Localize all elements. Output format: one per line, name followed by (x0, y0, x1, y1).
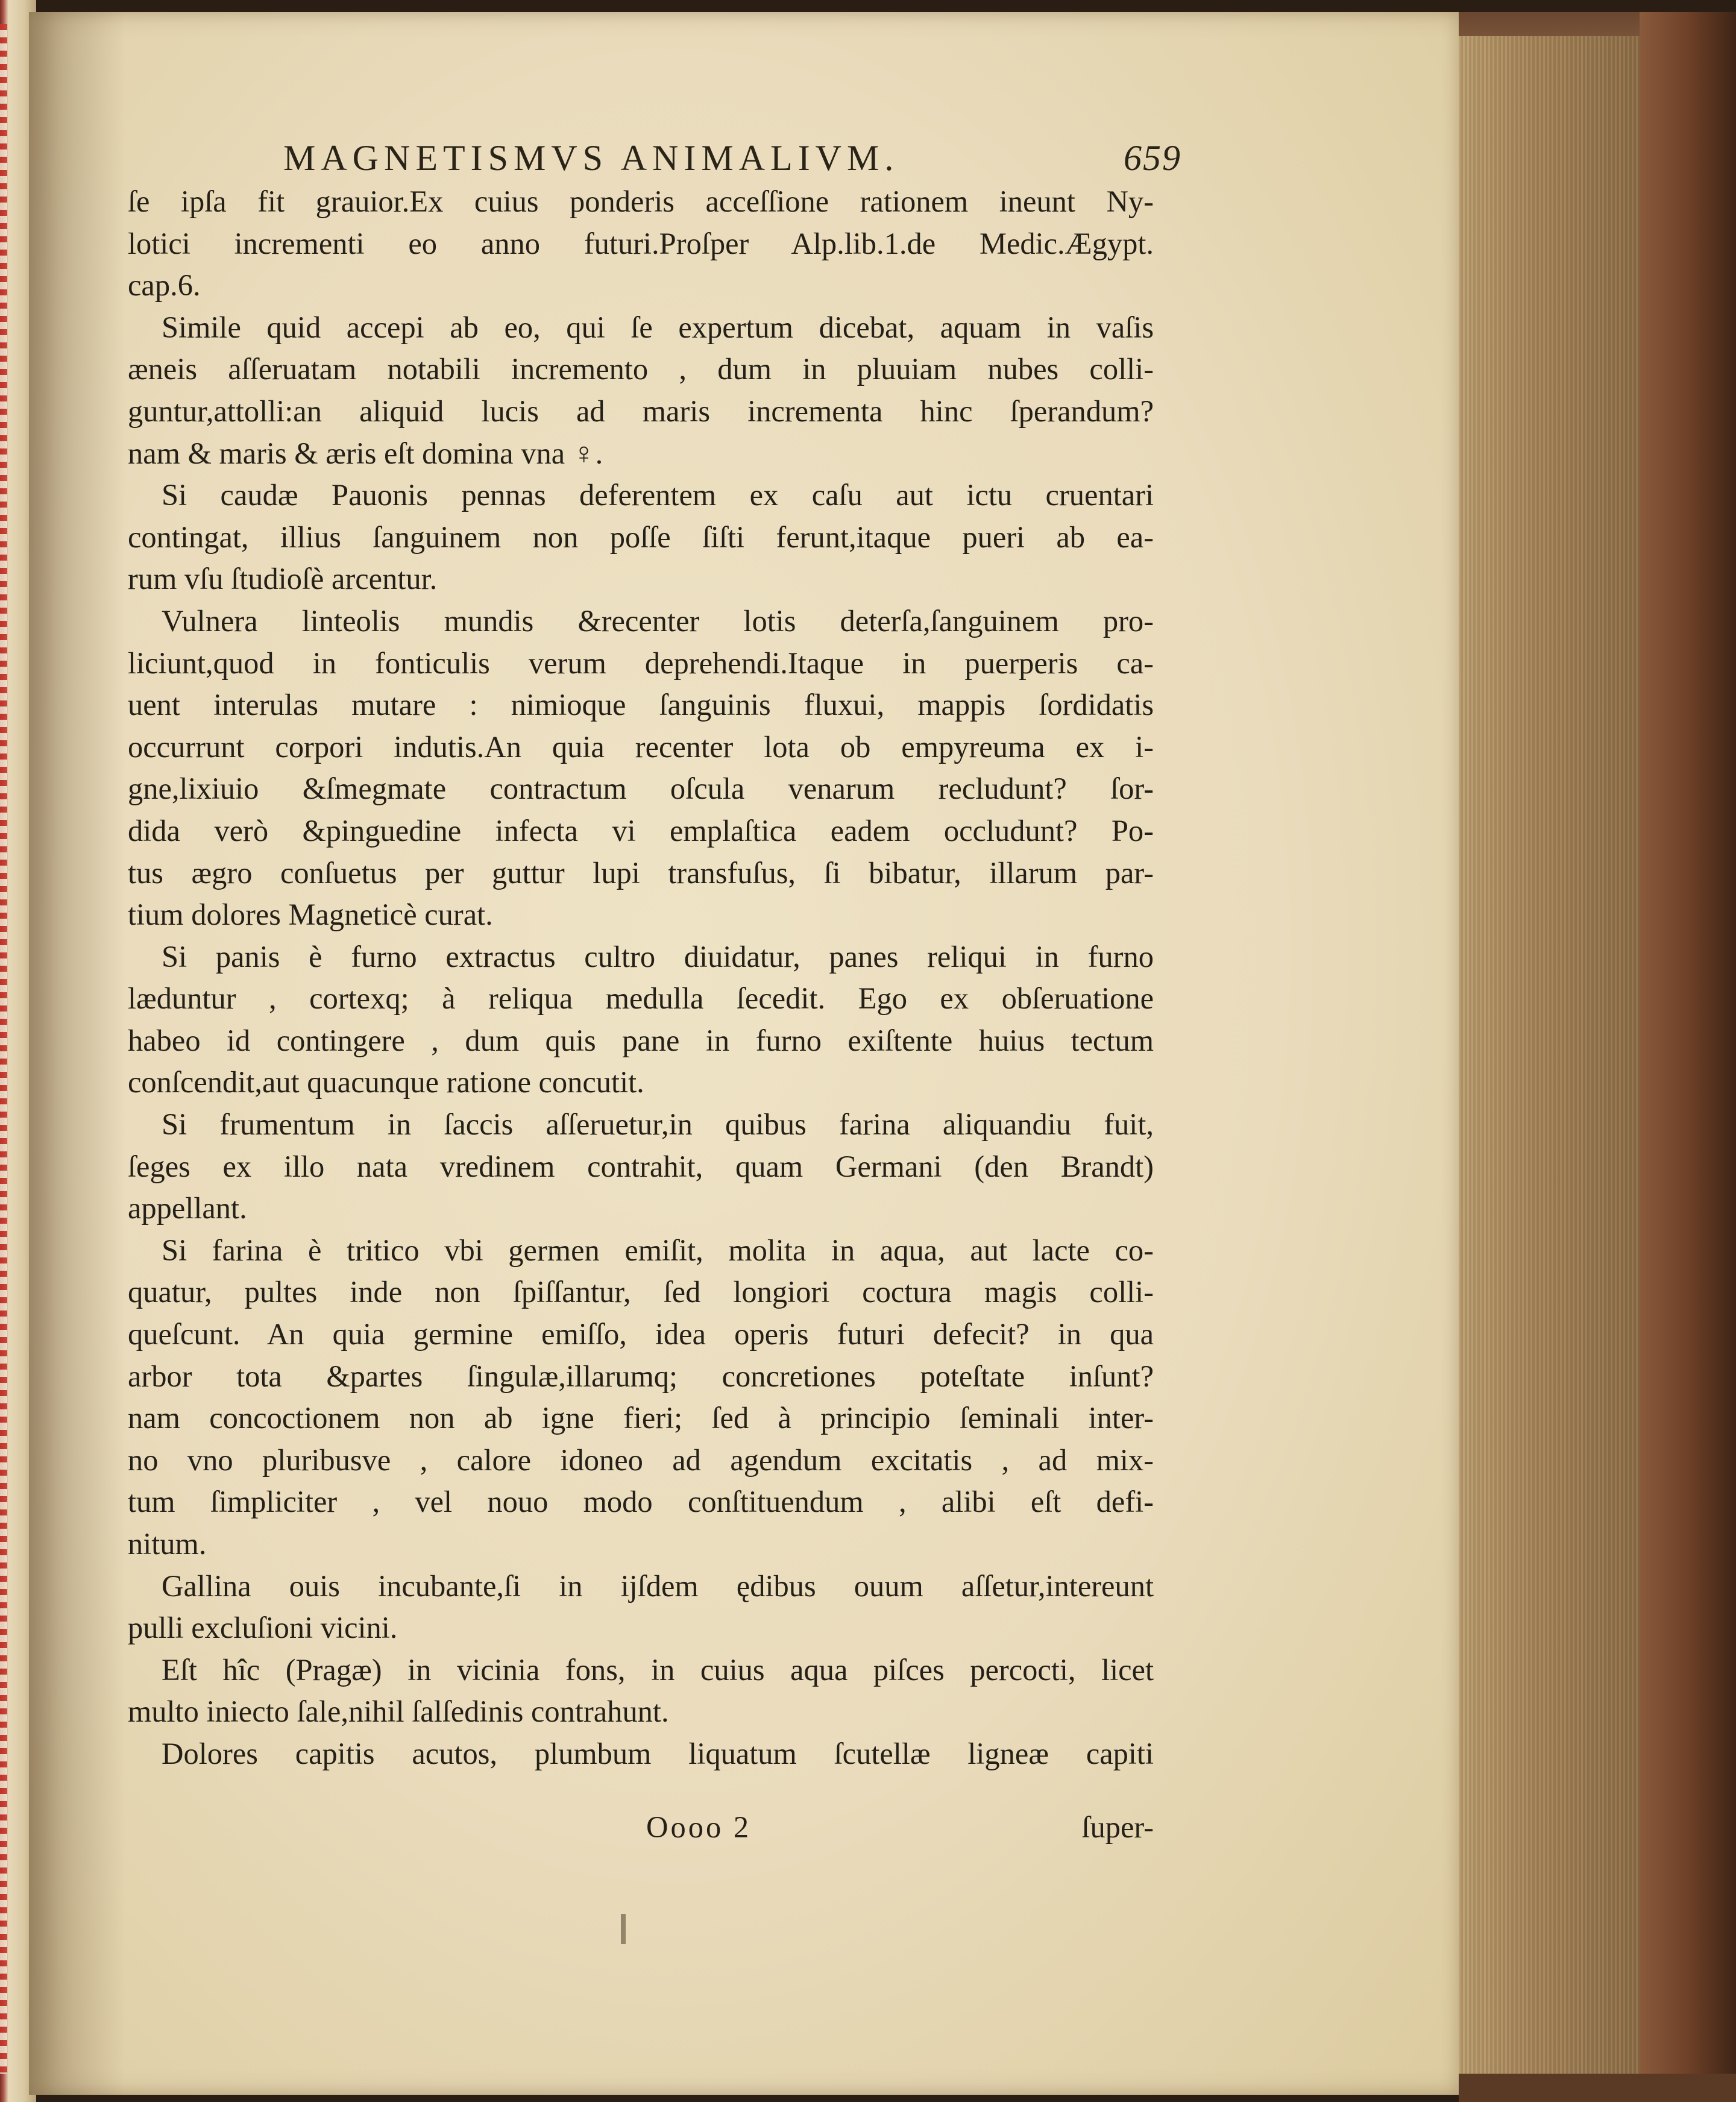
page-number: 659 (1124, 138, 1181, 178)
text-line: no vno pluribusve , calore idoneo ad agendum excitatis , ad mix- (128, 1443, 1154, 1477)
text-line: æneis aſſeruatam notabili incremento , dum in pluuiam nubes colli- (128, 352, 1154, 386)
text-line: multo iniecto ſale,nihil ſalſedinis contrahunt. (128, 1695, 669, 1729)
text-line: Eſt hîc (Pragæ) in vicinia fons, in cuius aqua piſces percocti, licet (162, 1652, 1154, 1687)
text-line: ſe ipſa fit grauior.Ex cuius ponderis acceſſione rationem ineunt Ny- (128, 184, 1154, 218)
text-line: tum ſimpliciter , vel nouo modo conſtituendum , alibi eſt defi- (128, 1485, 1154, 1519)
page-header (283, 137, 1181, 180)
text-line: læduntur , cortexq; à reliqua medulla ſecedit. Ego ex obſeruatione (128, 981, 1154, 1016)
running-title: MAGNETISMVS ANIMALIVM. (283, 138, 899, 178)
text-line: arbor tota &partes ſingulæ,illarumq; concretiones poteſtate inſunt? (128, 1359, 1154, 1393)
text-line: conſcendit,aut quacunque ratione concutit. (128, 1065, 644, 1100)
text-line: appellant. (128, 1191, 247, 1226)
text-line: habeo id contingere , dum quis pane in furno exiſtente huius tectum (128, 1023, 1154, 1057)
page-fore-edge (1459, 36, 1640, 2080)
page-footer (128, 1810, 1154, 1852)
binding-board (1640, 12, 1736, 2102)
paper-mark (621, 1914, 626, 1944)
text-line: cap.6. (128, 268, 201, 303)
text-line: liciunt,quod in fonticulis verum deprehendi.Itaque in puerperis ca- (128, 646, 1154, 680)
text-line: Si caudæ Pauonis pennas deferentem ex caſu aut ictu cruentari (162, 478, 1154, 512)
text-line: gne,lixiuio &ſmegmate contractum oſcula venarum recludunt? ſor- (128, 772, 1154, 806)
text-line: queſcunt. An quia germine emiſſo, idea operis futuri defecit? in qua (128, 1317, 1154, 1352)
binding-board-bottom (1459, 2074, 1736, 2102)
text-line: occurrunt corpori indutis.An quia recenter lota ob empyreuma ex i- (128, 729, 1154, 764)
text-line: Simile quid accepi ab eo, qui ſe expertum dicebat, aquam in vaſis (162, 310, 1154, 344)
signature-mark: Oooo 2 (646, 1810, 752, 1844)
facing-page-edge-marbling (0, 24, 7, 2074)
text-line: rum vſu ſtudioſè arcentur. (128, 562, 438, 596)
text-line: Vulnera linteolis mundis &recenter lotis deterſa,ſanguinem pro- (162, 603, 1154, 638)
text-line: ſeges ex illo nata vredinem contrahit, quam Germani (den Brandt) (128, 1149, 1154, 1183)
catchword: ſuper- (1081, 1810, 1154, 1844)
text-line: Dolores capitis acutos, plumbum liquatum ſcutellæ ligneæ capiti (162, 1736, 1154, 1770)
text-line: nam concoctionem non ab igne fieri; ſed à principio ſeminali inter- (128, 1401, 1154, 1435)
text-line: quatur, pultes inde non ſpiſſantur, ſed longiori coctura magis colli- (128, 1275, 1154, 1309)
text-line: guntur,attolli:an aliquid lucis ad maris incrementa hinc ſperandum? (128, 394, 1154, 428)
text-line: nam & maris & æris eſt domina vna ♀. (128, 436, 603, 470)
text-line: uent interulas mutare : nimioque ſanguinis fluxui, mappis ſordidatis (128, 688, 1154, 722)
text-line: Si panis è furno extractus cultro diuidatur, panes reliqui in furno (162, 939, 1154, 974)
text-line: tus ægro conſuetus per guttur lupi transfuſus, ſi bibatur, illarum par- (128, 855, 1154, 890)
text-line: nitum. (128, 1527, 207, 1561)
text-line: lotici incrementi eo anno futuri.Proſper Alp.lib.1.de Medic.Ægypt. (128, 226, 1154, 260)
text-line: Si frumentum in ſaccis aſſeruetur,in quibus farina aliquandiu fuit, (162, 1107, 1154, 1142)
text-line: contingat, illius ſanguinem non poſſe ſiſti ferunt,itaque pueri ab ea- (128, 520, 1154, 554)
text-line: Gallina ouis incubante,ſi in ijſdem ędibus ouum aſſetur,intereunt (162, 1569, 1154, 1603)
text-line: Si farina è tritico vbi germen emiſit, molita in aqua, aut lacte co- (162, 1233, 1154, 1267)
text-line: dida verò &pinguedine infecta vi emplaſtica eadem occludunt? Po- (128, 813, 1154, 848)
body-text (128, 181, 1154, 1775)
text-line: tium dolores Magneticè curat. (128, 898, 493, 932)
text-line: pulli excluſioni vicini. (128, 1611, 398, 1645)
